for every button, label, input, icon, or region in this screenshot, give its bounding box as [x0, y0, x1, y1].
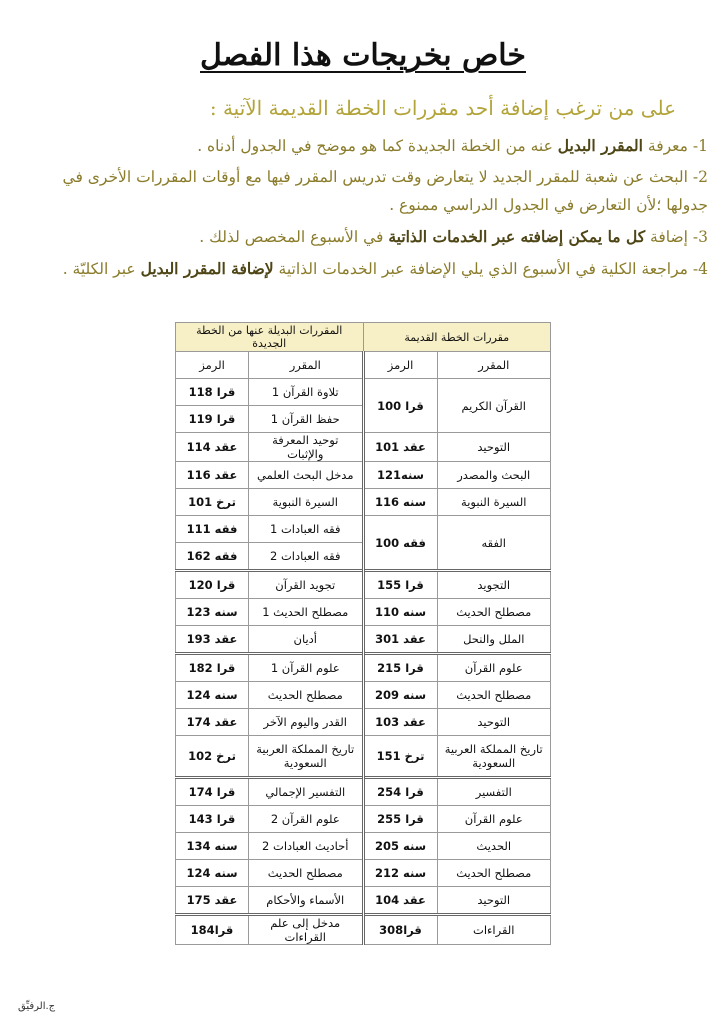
instruction-text: عبر الكليّة .: [62, 260, 141, 278]
instruction-text: في الأسبوع المخصص لذلك .: [199, 228, 389, 246]
new-code-cell: عقد 114: [176, 433, 249, 462]
old-code-cell: عقد 104: [363, 887, 437, 915]
old-course-cell: مصطلح الحديث: [437, 599, 551, 626]
table-row: [176, 516, 551, 543]
new-code-cell: سنه 134: [176, 833, 249, 860]
old-code-cell: عقد 101: [363, 433, 437, 462]
new-course-cell: حفظ القرآن 1: [249, 406, 364, 433]
instruction-text: عنه من الخطة الجديدة كما هو موضح في الجدول أدناه .: [197, 137, 558, 155]
old-code-cell: سنه 209: [363, 682, 437, 709]
new-course-cell: علوم القرآن 1: [249, 654, 364, 682]
new-plan-header: المقررات البديلة عنها من الخطة الجديدة: [176, 323, 364, 352]
new-code-cell: قرا 118: [176, 379, 249, 406]
new-code-cell: عقد 175: [176, 887, 249, 915]
instruction-item: [18, 223, 708, 251]
new-course-cell: توحيد المعرفة والإثبات: [249, 433, 364, 462]
instruction-text: 2- البحث عن شعبة للمقرر الجديد لا يتعارض وقت تدريس المقرر فيها مع أوقات المقررات الأخرى في جدولها ؛لأن التعارض في الجدول الدراسي ممنوع .: [62, 168, 708, 214]
old-code-cell: سنه 212: [363, 860, 437, 887]
instruction-emphasis: كل ما يمكن إضافته عبر الخدمات الذاتية: [388, 227, 646, 246]
old-course-cell: التوحيد: [437, 709, 551, 736]
new-course-cell: القدر واليوم الآخر: [249, 709, 364, 736]
new-code-cell: سنه 124: [176, 682, 249, 709]
table-row: [176, 778, 551, 806]
old-course-cell: القرآن الكريم: [437, 379, 551, 433]
new-course-cell: تاريخ المملكة العربية السعودية: [249, 736, 364, 778]
new-code-cell: سنه 124: [176, 860, 249, 887]
course-equivalence-table: [175, 322, 551, 945]
table-row: [176, 915, 551, 945]
new-code-cell: عقد 116: [176, 462, 249, 489]
new-code-cell: فقه 162: [176, 543, 249, 571]
table-row: [176, 379, 551, 406]
new-course-cell: الأسماء والأحكام: [249, 887, 364, 915]
table-row: [176, 654, 551, 682]
instruction-emphasis: المقرر البديل: [557, 136, 643, 155]
old-course-cell: مصطلح الحديث: [437, 860, 551, 887]
old-code-cell: قرا 100: [363, 379, 437, 433]
old-course-col-header: المقرر: [437, 352, 551, 379]
old-code-cell: سنه121: [363, 462, 437, 489]
new-course-cell: فقه العبادات 2: [249, 543, 364, 571]
page-title: خاص بخريجات هذا الفصل: [200, 38, 526, 73]
new-code-cell: ترخ 101: [176, 489, 249, 516]
new-course-cell: فقه العبادات 1: [249, 516, 364, 543]
old-course-cell: التجويد: [437, 571, 551, 599]
old-code-cell: قرا 155: [363, 571, 437, 599]
new-course-col-header: المقرر: [249, 352, 364, 379]
new-course-cell: تجويد القرآن: [249, 571, 364, 599]
new-code-cell: قرا 182: [176, 654, 249, 682]
instruction-emphasis: لإضافة المقرر البديل: [140, 259, 274, 278]
new-course-cell: علوم القرآن 2: [249, 806, 364, 833]
new-code-cell: قرا 174: [176, 778, 249, 806]
old-course-cell: علوم القرآن: [437, 806, 551, 833]
old-course-cell: البحث والمصدر: [437, 462, 551, 489]
footer-signature: ج.الرفيِّق: [18, 1001, 56, 1012]
old-course-cell: مصطلح الحديث: [437, 682, 551, 709]
table-row: [176, 736, 551, 778]
old-code-cell: فقه 100: [363, 516, 437, 571]
new-code-cell: قرا184: [176, 915, 249, 945]
table-row: [176, 626, 551, 654]
old-course-cell: الحديث: [437, 833, 551, 860]
new-course-cell: تلاوة القرآن 1: [249, 379, 364, 406]
new-code-cell: قرا 143: [176, 806, 249, 833]
table-row: [176, 860, 551, 887]
subtitle: على من ترغب إضافة أحد مقررات الخطة القديمة الآتية :: [209, 96, 676, 120]
instruction-text: 1- معرفة: [642, 137, 708, 155]
table-row: [176, 709, 551, 736]
old-code-cell: قرا 215: [363, 654, 437, 682]
table-row: [176, 833, 551, 860]
old-course-cell: السيرة النبوية: [437, 489, 551, 516]
old-course-cell: القراءات: [437, 915, 551, 945]
instruction-text: 3- إضافة: [645, 228, 708, 246]
new-code-cell: قرا 120: [176, 571, 249, 599]
old-code-cell: سنه 110: [363, 599, 437, 626]
table-row: [176, 887, 551, 915]
new-course-cell: السيرة النبوية: [249, 489, 364, 516]
old-code-cell: سنه 205: [363, 833, 437, 860]
new-code-cell: عقد 193: [176, 626, 249, 654]
new-code-cell: عقد 174: [176, 709, 249, 736]
table-row: [176, 682, 551, 709]
old-code-cell: قرا 255: [363, 806, 437, 833]
new-course-cell: التفسير الإجمالي: [249, 778, 364, 806]
instruction-item: [18, 132, 708, 160]
new-course-cell: مصطلح الحديث: [249, 860, 364, 887]
table-row: [176, 599, 551, 626]
old-course-cell: تاريخ المملكة العربية السعودية: [437, 736, 551, 778]
new-code-cell: ترخ 102: [176, 736, 249, 778]
instruction-item: [18, 255, 708, 283]
new-code-cell: فقه 111: [176, 516, 249, 543]
old-course-cell: الفقه: [437, 516, 551, 571]
old-code-cell: ترخ 151: [363, 736, 437, 778]
table-row: [176, 806, 551, 833]
old-course-cell: التفسير: [437, 778, 551, 806]
new-course-cell: مصطلح الحديث 1: [249, 599, 364, 626]
new-course-cell: أحاديث العبادات 2: [249, 833, 364, 860]
old-code-cell: عقد 103: [363, 709, 437, 736]
old-plan-header: مقررات الخطة القديمة: [363, 323, 551, 352]
new-course-cell: مدخل البحث العلمي: [249, 462, 364, 489]
new-course-cell: مصطلح الحديث: [249, 682, 364, 709]
new-course-cell: مدخل إلى علم القراءات: [249, 915, 364, 945]
old-course-cell: الملل والنحل: [437, 626, 551, 654]
table-row: [176, 462, 551, 489]
old-course-cell: التوحيد: [437, 433, 551, 462]
table-row: [176, 433, 551, 462]
new-course-cell: أديان: [249, 626, 364, 654]
instructions-list: [18, 132, 708, 287]
old-code-cell: عقد 301: [363, 626, 437, 654]
old-code-col-header: الرمز: [363, 352, 437, 379]
new-code-cell: قرا 119: [176, 406, 249, 433]
new-code-cell: سنه 123: [176, 599, 249, 626]
new-code-col-header: الرمز: [176, 352, 249, 379]
old-code-cell: قرا 254: [363, 778, 437, 806]
instruction-text: 4- مراجعة الكلية في الأسبوع الذي يلي الإضافة عبر الخدمات الذاتية: [273, 260, 708, 278]
old-code-cell: سنه 116: [363, 489, 437, 516]
instruction-item: [18, 164, 708, 219]
old-course-cell: علوم القرآن: [437, 654, 551, 682]
table-row: [176, 571, 551, 599]
old-code-cell: قرا308: [363, 915, 437, 945]
old-course-cell: التوحيد: [437, 887, 551, 915]
table-row: [176, 489, 551, 516]
